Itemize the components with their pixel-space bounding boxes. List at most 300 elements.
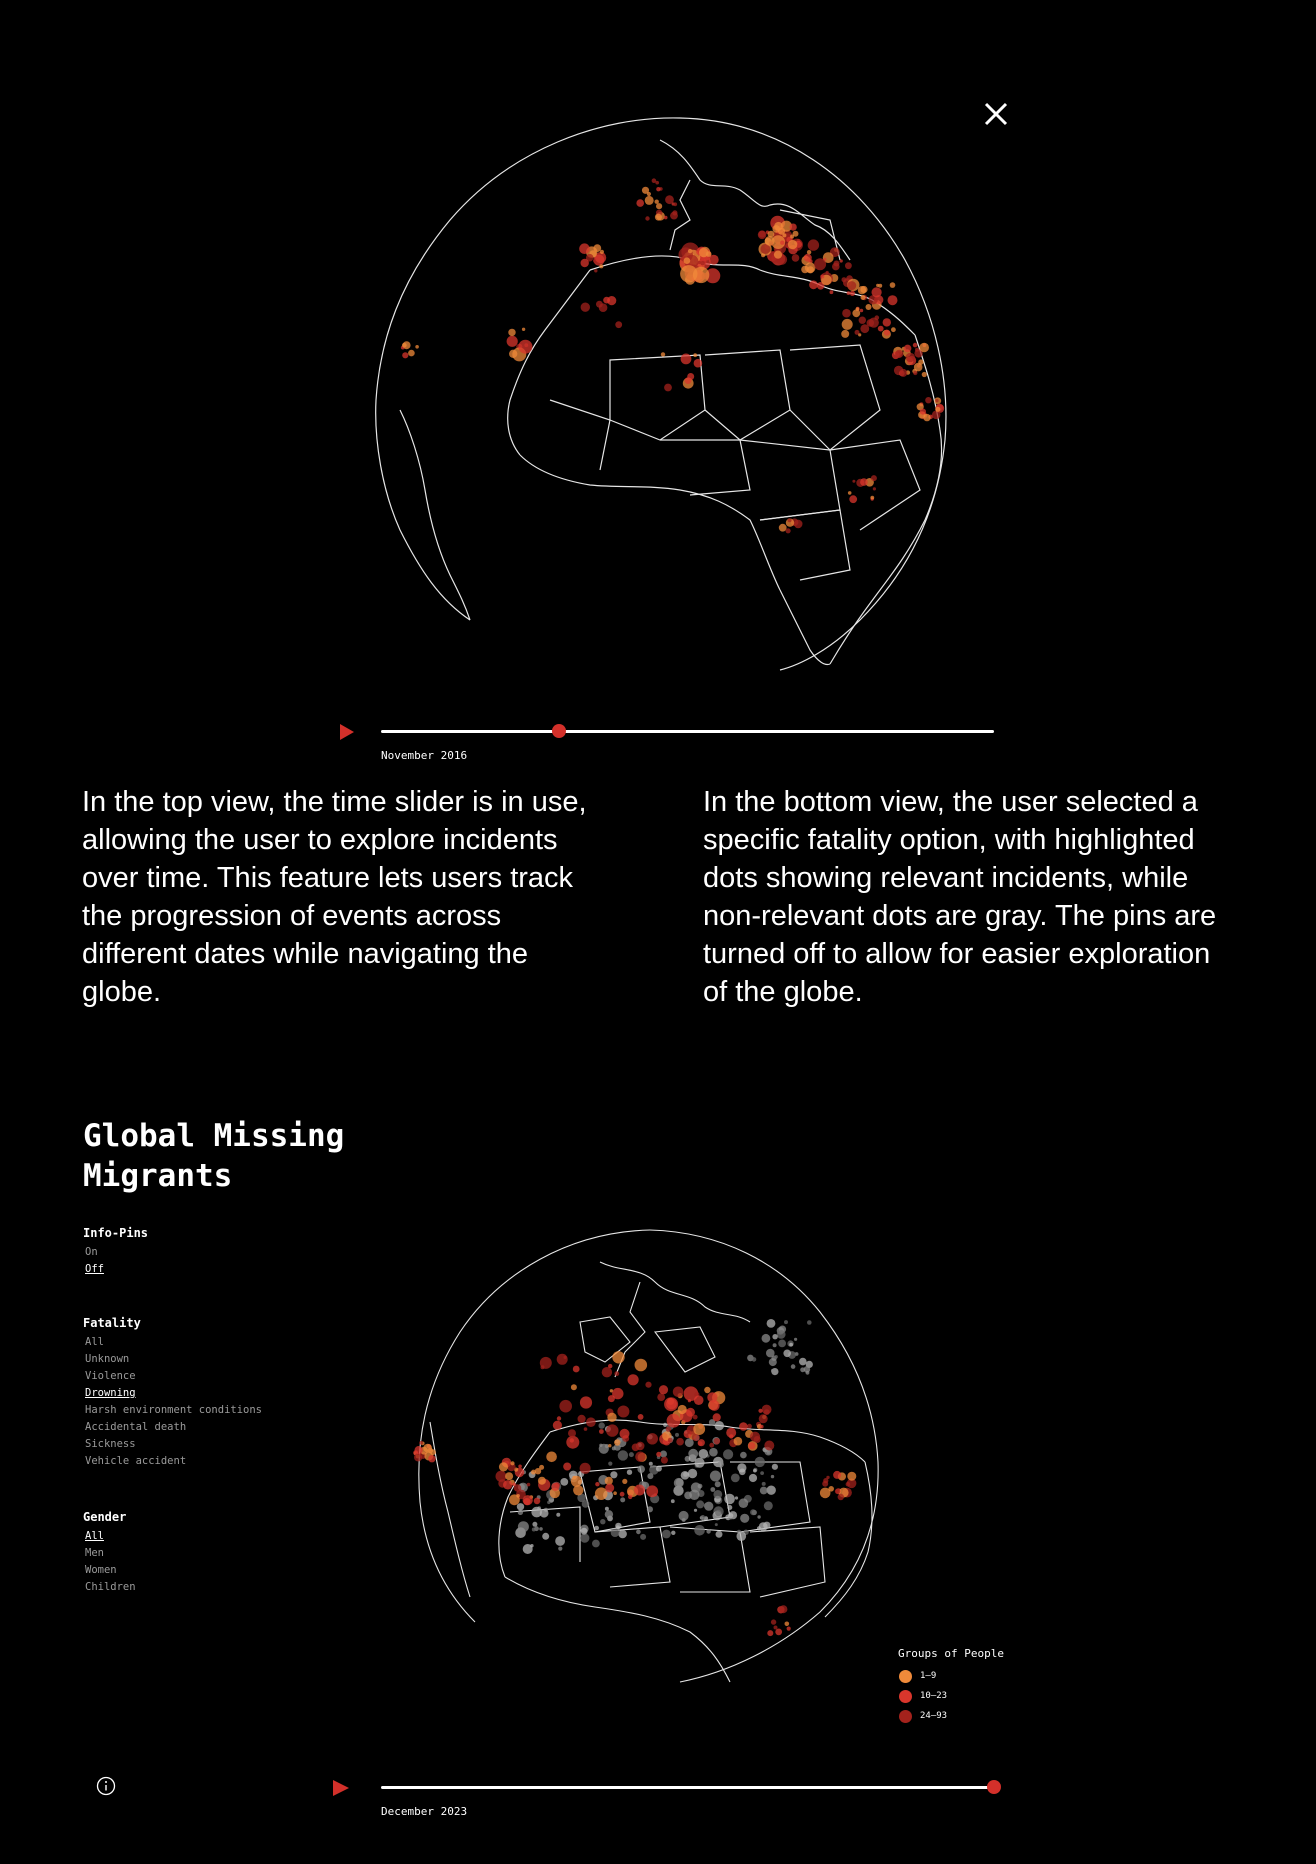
incident-dot bbox=[676, 1478, 684, 1486]
incident-dot bbox=[771, 1475, 774, 1478]
incident-dot bbox=[620, 1497, 625, 1502]
time-slider-thumb[interactable] bbox=[987, 1780, 1001, 1794]
incident-dot bbox=[772, 1464, 778, 1470]
incident-dot bbox=[771, 1369, 774, 1372]
incident-dot bbox=[595, 1482, 599, 1486]
title-line-2: Migrants bbox=[83, 1158, 233, 1194]
legend-title: Groups of People bbox=[898, 1647, 1004, 1660]
incident-dot bbox=[870, 496, 874, 500]
incident-dot bbox=[612, 1351, 624, 1363]
play-icon[interactable] bbox=[337, 722, 357, 742]
page-title bbox=[83, 1116, 344, 1196]
incident-dot bbox=[634, 1485, 645, 1496]
incident-dot bbox=[663, 1423, 667, 1427]
incident-dot bbox=[826, 271, 829, 274]
incident-dot bbox=[666, 1399, 677, 1410]
incident-dot bbox=[571, 1384, 577, 1390]
option-all[interactable]: All bbox=[85, 1336, 104, 1348]
incident-dot bbox=[628, 1374, 639, 1385]
incident-dot bbox=[694, 1509, 697, 1512]
legend-label: 10–23 bbox=[920, 1691, 948, 1701]
incident-dot bbox=[518, 1465, 522, 1469]
incident-dot bbox=[581, 303, 590, 312]
option-violence[interactable]: Violence bbox=[85, 1370, 136, 1382]
incident-dot bbox=[890, 282, 896, 288]
incident-dot bbox=[700, 1515, 705, 1520]
incident-dot bbox=[860, 309, 864, 313]
legend-label: 1–9 bbox=[920, 1671, 937, 1681]
incident-dot bbox=[838, 1494, 844, 1500]
incident-dot bbox=[710, 1487, 715, 1492]
option-accidental-death[interactable]: Accidental death bbox=[85, 1421, 187, 1433]
incident-dot bbox=[759, 1414, 768, 1423]
incident-dot bbox=[656, 1452, 661, 1457]
gender-heading: Gender bbox=[83, 1510, 127, 1524]
time-slider-track[interactable] bbox=[381, 730, 994, 733]
incident-dot bbox=[878, 326, 884, 332]
incident-dot bbox=[786, 528, 791, 533]
incident-dot bbox=[699, 248, 708, 257]
incident-dot bbox=[774, 1355, 778, 1359]
incident-dot bbox=[799, 1358, 807, 1366]
incident-dot bbox=[618, 1530, 627, 1539]
incident-dot bbox=[665, 195, 674, 204]
incident-dot bbox=[859, 317, 866, 324]
incident-dot bbox=[788, 240, 797, 249]
incident-dot bbox=[671, 1531, 675, 1535]
incident-dot bbox=[866, 304, 872, 310]
incident-dot bbox=[766, 1349, 775, 1358]
time-slider-thumb[interactable] bbox=[552, 724, 566, 738]
incident-dot bbox=[764, 1501, 773, 1510]
incident-dot bbox=[780, 241, 784, 245]
incident-dot bbox=[608, 1462, 612, 1466]
incident-dot bbox=[713, 1490, 722, 1499]
incident-dot bbox=[605, 1484, 614, 1493]
incident-dot bbox=[546, 1452, 557, 1463]
incident-dot bbox=[599, 1444, 609, 1454]
incident-dot bbox=[779, 524, 787, 532]
incident-dot bbox=[778, 1340, 786, 1348]
incident-dot bbox=[804, 1366, 811, 1373]
slider-date-label: December 2023 bbox=[381, 1805, 468, 1818]
incident-dot bbox=[850, 291, 855, 296]
incident-dot bbox=[698, 261, 701, 264]
incident-dot bbox=[758, 1409, 762, 1413]
incident-dot bbox=[649, 1462, 653, 1466]
incident-dot bbox=[920, 409, 926, 415]
incident-dot bbox=[694, 1525, 705, 1536]
incident-dot bbox=[688, 1399, 691, 1402]
incident-dot bbox=[728, 1513, 733, 1518]
incident-dot bbox=[614, 1371, 619, 1376]
incident-dot bbox=[899, 369, 907, 377]
description-bottom-view: In the bottom view, the user selected a specific fatality option, with highlighted dots showing relevant incidents, while non-relevant dots are gray. The pins are turned off to allow for easier exploration of the globe. bbox=[703, 786, 1217, 1008]
incident-dot bbox=[714, 1438, 721, 1445]
incident-dot bbox=[606, 1424, 618, 1436]
incident-dot bbox=[872, 287, 882, 297]
incident-dot bbox=[700, 261, 704, 265]
incident-dot bbox=[783, 1350, 791, 1358]
gender-panel bbox=[83, 1510, 136, 1596]
incident-dot bbox=[884, 330, 890, 336]
incident-dot bbox=[593, 244, 601, 252]
incident-dot bbox=[522, 328, 525, 331]
incident-dot bbox=[518, 340, 532, 354]
incident-dot bbox=[596, 301, 603, 308]
incident-dot bbox=[638, 1414, 644, 1420]
incident-dot bbox=[428, 1455, 435, 1462]
incident-dot bbox=[694, 1395, 704, 1405]
incident-dot bbox=[688, 1449, 698, 1459]
incident-dot bbox=[508, 329, 515, 336]
incident-dot bbox=[607, 296, 616, 305]
incident-dot bbox=[842, 309, 851, 318]
incident-dot bbox=[541, 1365, 545, 1369]
incident-dot bbox=[613, 1491, 617, 1495]
incident-dot bbox=[542, 1533, 549, 1540]
incident-dot bbox=[789, 1343, 793, 1347]
incident-dot bbox=[414, 1453, 422, 1461]
incident-dot bbox=[828, 1486, 834, 1492]
incident-dot bbox=[791, 1364, 796, 1369]
incident-dot bbox=[737, 1463, 746, 1472]
incident-dot bbox=[657, 1393, 665, 1401]
incident-dot bbox=[684, 257, 691, 264]
incident-dot bbox=[645, 216, 649, 220]
incident-dot bbox=[718, 1461, 724, 1467]
incident-dot bbox=[860, 478, 868, 486]
incident-dot bbox=[807, 1320, 812, 1325]
incident-dot bbox=[594, 269, 597, 272]
incident-dot bbox=[688, 1469, 697, 1478]
incident-dot bbox=[765, 236, 775, 246]
incident-dot bbox=[676, 1438, 684, 1446]
incident-dot bbox=[615, 321, 622, 328]
incident-dot bbox=[774, 251, 782, 259]
title-line-1: Global Missing bbox=[83, 1118, 345, 1154]
incident-dot bbox=[758, 231, 765, 238]
incident-dot bbox=[790, 224, 797, 231]
incident-dot bbox=[695, 1458, 705, 1468]
incident-dot bbox=[656, 187, 660, 191]
incident-dot bbox=[782, 233, 786, 237]
incident-dot bbox=[710, 1471, 721, 1482]
incident-dot bbox=[716, 1531, 723, 1538]
legend-item bbox=[898, 1666, 1004, 1686]
incident-dot bbox=[647, 1506, 653, 1512]
incident-dot bbox=[661, 352, 665, 356]
incident-dot bbox=[581, 1528, 588, 1535]
incident-dot bbox=[775, 1629, 782, 1636]
incident-dot bbox=[573, 1485, 583, 1495]
incident-dot bbox=[849, 495, 857, 503]
incident-dot bbox=[636, 199, 644, 207]
incident-dot bbox=[757, 1515, 760, 1518]
incident-dot bbox=[919, 343, 929, 353]
option-off[interactable]: Off bbox=[85, 1263, 104, 1275]
incident-dot bbox=[599, 1429, 604, 1434]
incident-dot bbox=[904, 345, 912, 353]
incident-dot bbox=[764, 1441, 774, 1451]
incident-dot bbox=[847, 1472, 856, 1481]
incident-dot bbox=[681, 354, 692, 365]
incident-dot bbox=[539, 1527, 543, 1531]
incident-dot bbox=[637, 1465, 645, 1473]
incident-dot bbox=[932, 411, 941, 420]
incident-dot bbox=[715, 1523, 718, 1526]
incident-dot bbox=[599, 264, 603, 268]
option-women[interactable]: Women bbox=[85, 1564, 117, 1576]
incident-dot bbox=[693, 1423, 705, 1435]
incident-dot bbox=[640, 1534, 646, 1540]
option-vehicle-accident[interactable]: Vehicle accident bbox=[85, 1455, 187, 1467]
incident-dot bbox=[729, 1434, 733, 1438]
incident-dot bbox=[531, 1470, 536, 1475]
incident-dot bbox=[688, 249, 692, 253]
incident-dot bbox=[774, 222, 783, 231]
incident-dot bbox=[784, 1320, 788, 1324]
incident-dot bbox=[767, 1319, 776, 1328]
incident-dot bbox=[499, 1462, 508, 1471]
incident-dot bbox=[559, 1400, 572, 1413]
incident-dot bbox=[505, 1472, 513, 1480]
incident-dot bbox=[860, 324, 869, 333]
incident-dot bbox=[694, 359, 703, 368]
incident-dot bbox=[668, 1438, 673, 1443]
incident-dot bbox=[647, 1473, 653, 1479]
incident-dot bbox=[767, 1486, 776, 1495]
incident-dot bbox=[518, 1521, 529, 1532]
incident-dot bbox=[769, 1358, 777, 1366]
incident-dot bbox=[777, 1330, 786, 1339]
incident-dot bbox=[523, 1495, 533, 1505]
incident-dot bbox=[402, 343, 407, 348]
incident-dot bbox=[635, 1452, 645, 1462]
incident-dot bbox=[580, 1396, 592, 1408]
incident-dot bbox=[788, 518, 792, 522]
incident-dot bbox=[628, 1495, 632, 1499]
incident-dot bbox=[599, 1422, 605, 1428]
incident-dot bbox=[858, 286, 866, 294]
incident-dot bbox=[774, 1626, 778, 1630]
option-on[interactable]: On bbox=[85, 1246, 98, 1258]
incident-dot bbox=[553, 1421, 562, 1430]
incident-dot bbox=[512, 1483, 516, 1487]
incident-dot bbox=[845, 262, 852, 269]
option-drowning[interactable]: Drowning bbox=[85, 1387, 136, 1399]
incident-dot bbox=[689, 1490, 699, 1500]
incident-dot bbox=[935, 399, 938, 402]
incident-dot bbox=[794, 520, 803, 529]
incident-dot bbox=[757, 1526, 761, 1530]
incident-dot bbox=[560, 1478, 568, 1486]
incident-dot bbox=[642, 187, 649, 194]
incident-dot bbox=[914, 363, 923, 372]
option-unknown[interactable]: Unknown bbox=[85, 1353, 130, 1365]
incident-dot bbox=[620, 1429, 630, 1439]
option-all[interactable]: All bbox=[85, 1530, 104, 1542]
incident-dot bbox=[527, 1483, 531, 1487]
info-pins-panel bbox=[83, 1226, 148, 1278]
incident-dot bbox=[848, 491, 852, 495]
incident-dot bbox=[629, 1452, 634, 1457]
incident-dot bbox=[779, 1605, 787, 1613]
play-icon[interactable] bbox=[331, 1778, 351, 1798]
incident-dot bbox=[760, 1471, 764, 1475]
legend-dot bbox=[899, 1710, 912, 1723]
incident-dot bbox=[830, 290, 834, 294]
incident-dot bbox=[568, 1429, 576, 1437]
incident-dot bbox=[693, 353, 697, 357]
incident-dot bbox=[510, 1461, 514, 1465]
incident-dot bbox=[698, 1439, 705, 1446]
incident-dot bbox=[724, 1494, 735, 1505]
incident-dot bbox=[715, 1510, 721, 1516]
incident-dot bbox=[826, 1476, 829, 1479]
incident-dot bbox=[627, 1470, 632, 1475]
incident-dot bbox=[532, 1522, 537, 1527]
incident-dot bbox=[822, 1481, 828, 1487]
incident-dot bbox=[402, 352, 408, 358]
incident-dot bbox=[652, 178, 657, 183]
incident-dot bbox=[737, 1531, 747, 1541]
incident-dot bbox=[679, 1511, 689, 1521]
option-sickness[interactable]: Sickness bbox=[85, 1438, 136, 1450]
incident-dot bbox=[847, 291, 851, 295]
incident-dot bbox=[748, 1442, 755, 1449]
incident-dot bbox=[873, 487, 876, 490]
incident-dot bbox=[915, 348, 919, 352]
incident-dot bbox=[696, 1500, 704, 1508]
legend-dot bbox=[899, 1690, 912, 1703]
incident-dot bbox=[558, 1547, 562, 1551]
incident-dot bbox=[534, 1498, 541, 1505]
incident-dot bbox=[555, 1536, 565, 1546]
option-children[interactable]: Children bbox=[85, 1581, 136, 1593]
incident-dot bbox=[610, 1471, 617, 1478]
incident-dot bbox=[906, 353, 915, 362]
incident-dot bbox=[664, 216, 668, 220]
incident-dot bbox=[645, 196, 654, 205]
incident-dot bbox=[645, 1382, 651, 1388]
incident-dot bbox=[579, 243, 590, 254]
incident-dot bbox=[762, 1405, 772, 1415]
incident-dot bbox=[913, 343, 918, 348]
incident-dot bbox=[580, 1463, 591, 1474]
incident-dot bbox=[675, 1433, 679, 1437]
info-icon[interactable] bbox=[96, 1776, 116, 1796]
incident-dot bbox=[869, 318, 879, 328]
incident-dot bbox=[840, 259, 843, 262]
incident-dot bbox=[572, 1476, 576, 1480]
incident-dot bbox=[664, 384, 672, 392]
incident-dot bbox=[670, 212, 678, 220]
incident-dot bbox=[833, 1471, 841, 1479]
incident-dot bbox=[673, 1387, 684, 1398]
legend bbox=[898, 1647, 1004, 1726]
incident-dot bbox=[723, 1449, 733, 1459]
incident-dot bbox=[755, 1457, 765, 1467]
incident-dot bbox=[861, 295, 866, 300]
incident-dot bbox=[734, 1437, 743, 1446]
incident-dot bbox=[698, 1484, 703, 1489]
incident-dot bbox=[740, 1452, 747, 1459]
incident-dot bbox=[752, 1357, 757, 1362]
globe-bottom-view[interactable] bbox=[400, 1222, 920, 1702]
incident-dot bbox=[656, 1466, 662, 1472]
incident-dot bbox=[922, 372, 927, 377]
incident-dot bbox=[517, 1503, 524, 1510]
incident-dot bbox=[415, 345, 419, 349]
incident-dot bbox=[731, 1474, 740, 1483]
incident-dot bbox=[408, 350, 415, 357]
globe-top-view[interactable] bbox=[360, 110, 960, 690]
fatality-panel bbox=[83, 1316, 262, 1470]
option-men[interactable]: Men bbox=[85, 1547, 104, 1559]
incident-dot bbox=[509, 1494, 520, 1505]
incident-dot bbox=[878, 284, 882, 288]
incident-dot bbox=[852, 309, 860, 317]
incident-dot bbox=[832, 263, 840, 271]
incident-dot bbox=[805, 262, 816, 273]
incident-dot bbox=[573, 1366, 580, 1373]
incident-dot bbox=[564, 1356, 567, 1359]
incident-dot bbox=[814, 258, 826, 270]
incident-dot bbox=[622, 1479, 627, 1484]
incident-dot bbox=[754, 1436, 761, 1443]
legend-dot bbox=[899, 1670, 912, 1683]
incident-dot bbox=[715, 1421, 724, 1430]
incident-dot bbox=[858, 333, 861, 336]
incident-dot bbox=[739, 1498, 749, 1508]
incident-dot bbox=[600, 250, 604, 254]
incident-dot bbox=[580, 1533, 589, 1542]
incident-dot bbox=[760, 1487, 768, 1495]
incident-dot bbox=[792, 254, 800, 262]
incident-dot bbox=[605, 1507, 609, 1511]
incident-dot bbox=[773, 1343, 777, 1347]
time-slider-track[interactable] bbox=[381, 1786, 994, 1789]
close-icon[interactable] bbox=[980, 98, 1012, 130]
incident-dot bbox=[551, 1483, 559, 1491]
incident-dot bbox=[592, 1540, 600, 1548]
option-harsh-environment-conditions[interactable]: Harsh environment conditions bbox=[85, 1404, 263, 1416]
incident-dot bbox=[856, 307, 860, 311]
incident-dot bbox=[531, 1507, 542, 1518]
incident-dot bbox=[785, 1622, 790, 1627]
incident-dot bbox=[794, 1338, 797, 1341]
incident-dot bbox=[699, 1449, 709, 1459]
incident-dot bbox=[871, 475, 877, 481]
incident-dot bbox=[538, 1477, 546, 1485]
incident-dot bbox=[735, 1496, 738, 1499]
incident-dot bbox=[852, 480, 855, 483]
incident-dot bbox=[762, 1482, 766, 1486]
incident-dot bbox=[888, 295, 898, 305]
incident-dot bbox=[419, 1441, 423, 1445]
incident-dot bbox=[762, 1334, 771, 1343]
incident-dot bbox=[753, 1469, 757, 1473]
incident-dot bbox=[891, 327, 896, 332]
incident-dot bbox=[607, 1413, 616, 1422]
incident-dot bbox=[671, 1499, 675, 1503]
incident-dot bbox=[608, 1444, 611, 1447]
incident-dot bbox=[415, 1446, 423, 1454]
incident-dot bbox=[760, 1425, 764, 1429]
incident-dot bbox=[647, 1433, 658, 1444]
incident-dot bbox=[678, 1405, 687, 1414]
